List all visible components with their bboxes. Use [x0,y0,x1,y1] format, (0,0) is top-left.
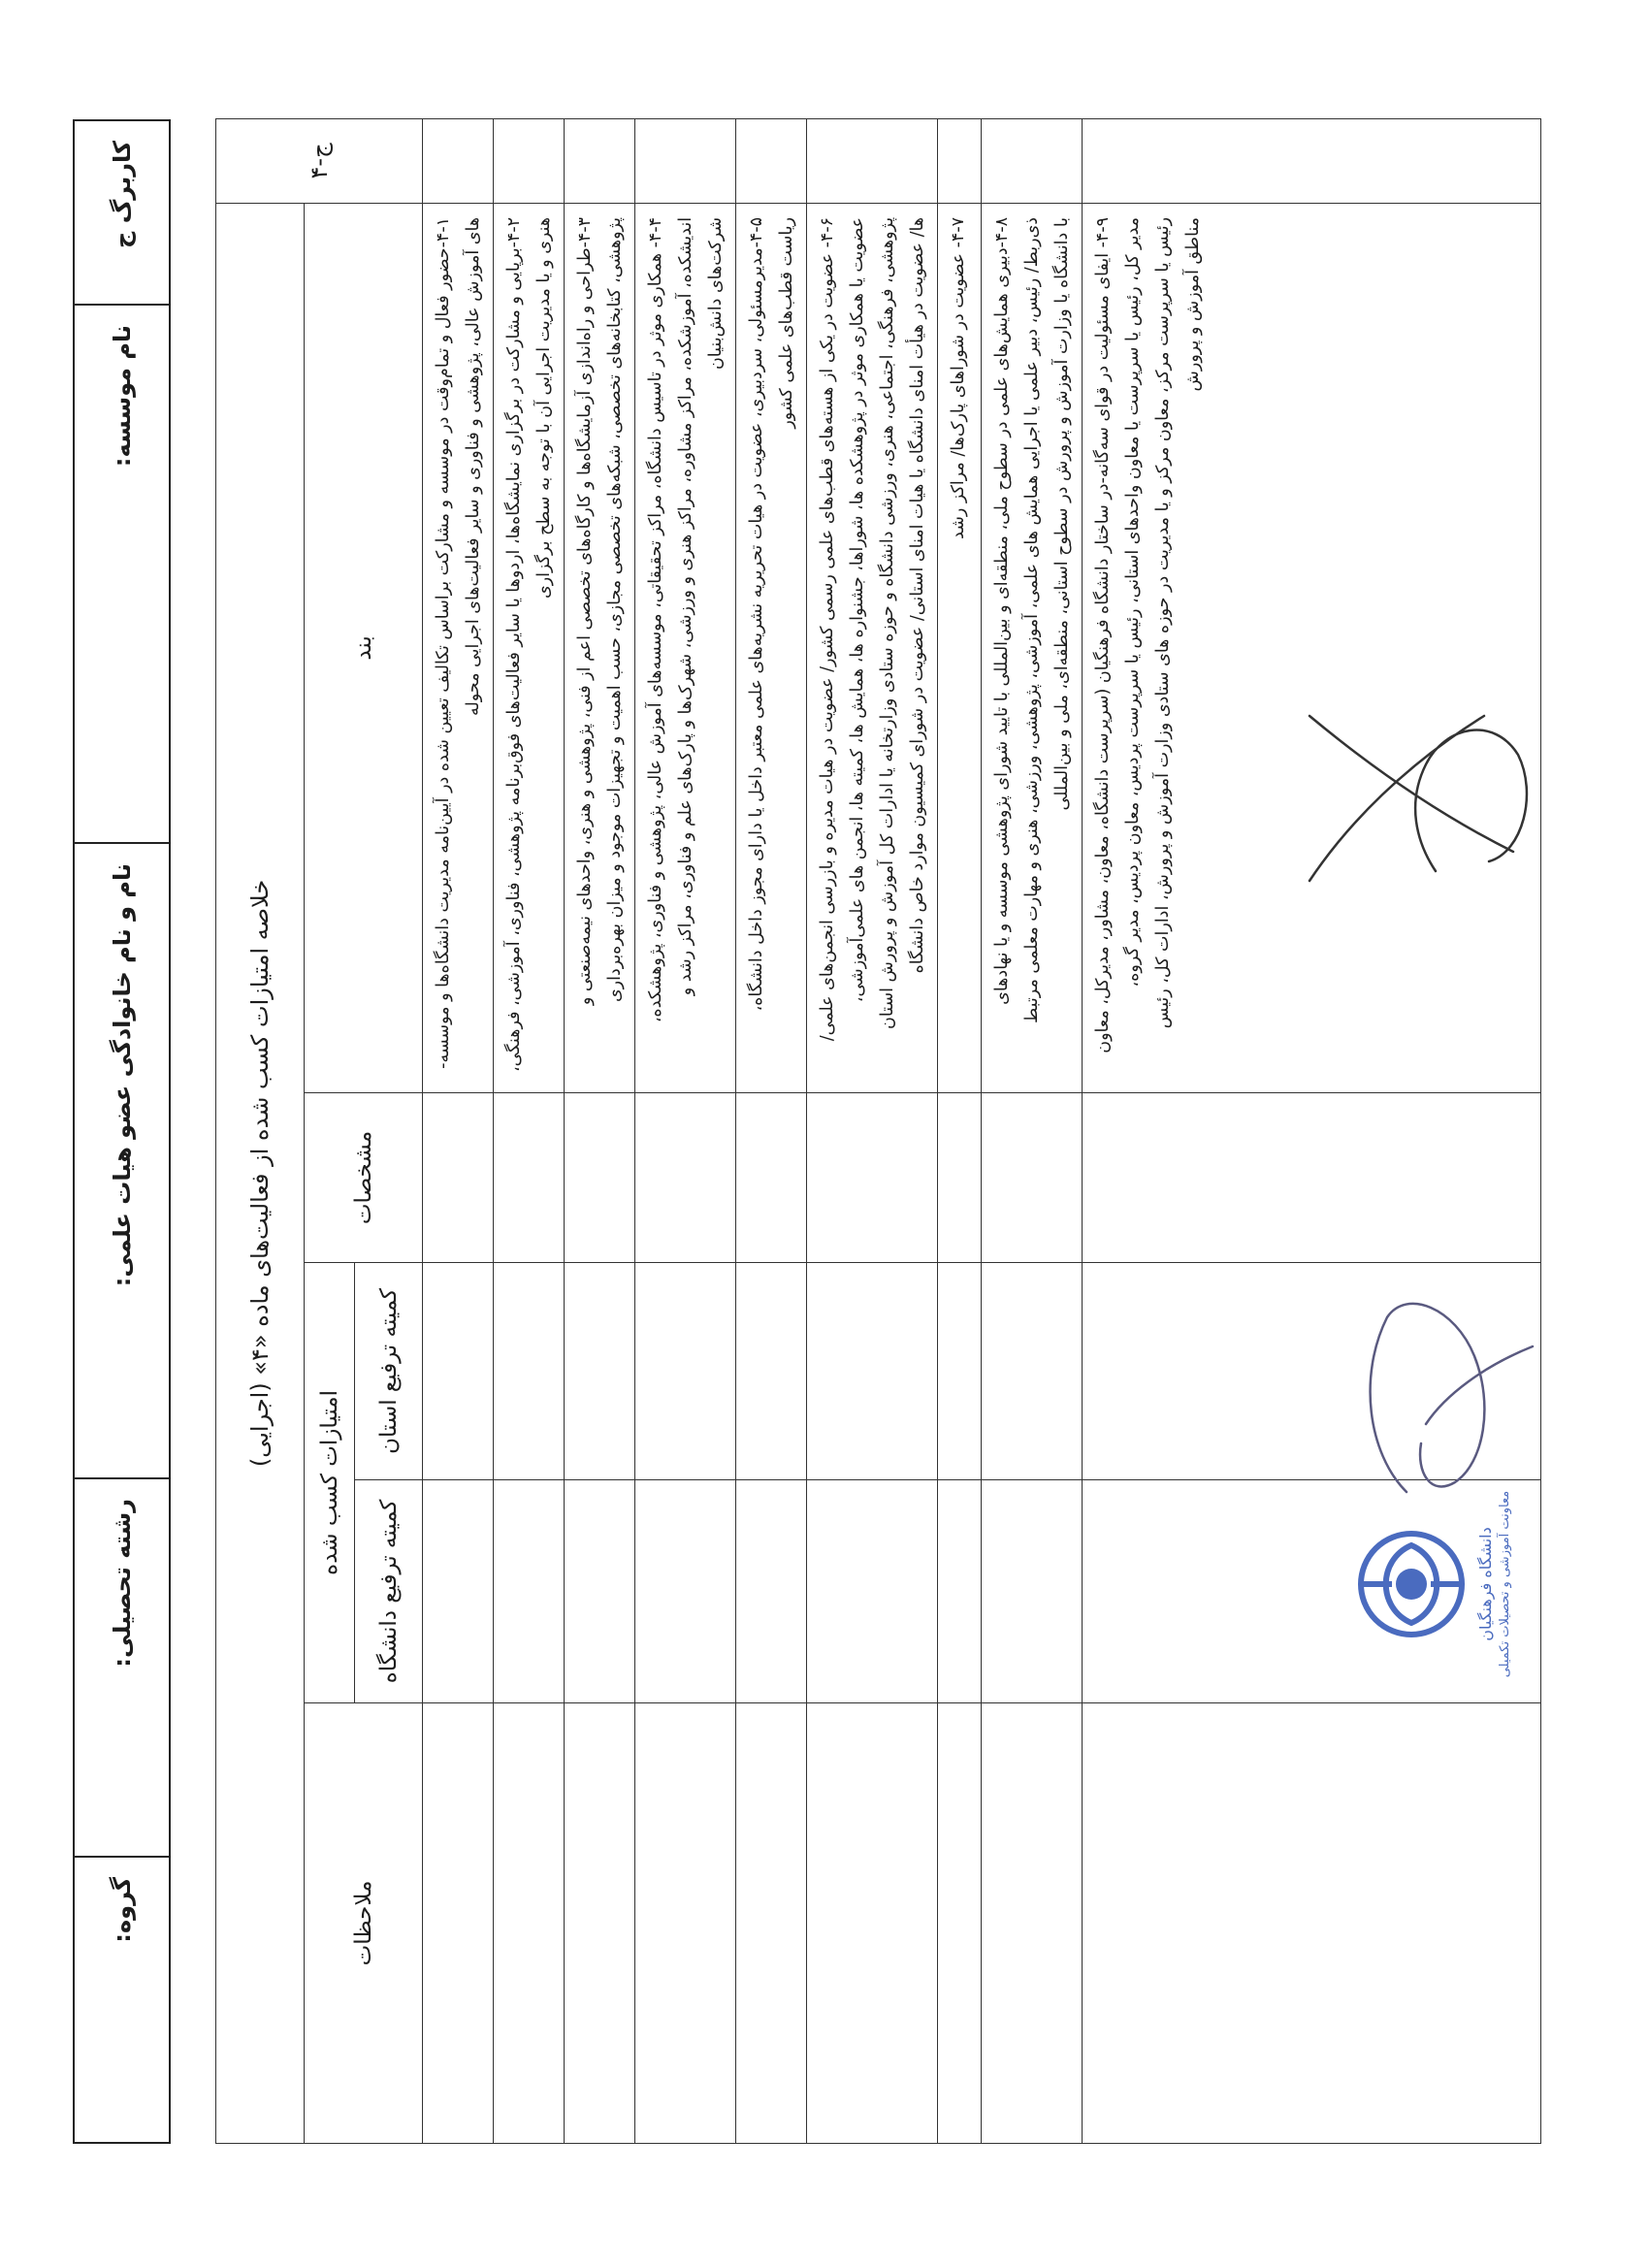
notes-cell [635,1702,736,2143]
row-code-cell [982,118,1083,203]
item-text-line: ۴-۵-مدیرمسئولی، سردبیری، عضویت در هیات تحریریه نشریه‌های علمی معتبر داخل یا دارای مجوز داخل دانشگاه، [747,216,766,1012]
item-text-line: هنری و یا مدیریت اجرایی آن با توجه به سطح برگزاری [534,216,554,599]
table-row [982,118,1083,2143]
item-text-line: اندیشکده، آموزشکده، مراکز مشاوره، مراکز هنری و ورزشی، شهرک‌ها و پارک‌های علم و فناوری، مراکز رشد و [676,216,695,996]
spec-cell [938,1092,982,1262]
item-text-line: با دانشگاه یا وزارت آموزش و پرورش در سطوح استانی، منطقه‌ای، ملی و بین‌المللی [1052,216,1072,811]
item-text-line: پژوهشی، کتابخانه‌های تخصصی، شبکه‌های تخصصی مجازی، حسب اهمیت و تجهیزات موجود و میزان بهره‌برداری [605,216,625,1003]
item-text-line: عضویت یا همکاری موثر در پژوهشکده ها، شوراها، جشنواره ها، همایش ها، کمیته ها، انجمن های علمی‌آموزشی، [848,216,867,1003]
item-text-cell [635,203,736,1092]
form-code: کاربرگ ج [108,141,136,248]
spec-cell [807,1092,938,1262]
notes-column-header: ملاحظات [305,1702,423,2143]
row-code-cell [807,118,938,203]
item-text-line: ۴-۴- همکاری موثر در تاسیس دانشگاه، مراکز تحقیقاتی، موسسه‌های آموزش عالی، پژوهشی و فناوری، پژوهشکده، [646,216,665,1023]
item-text-line: ذی‌ربط/ رئیس، دبیر علمی یا اجرایی همایش های علمی، آموزشی، پژوهشی، ورزشی، هنری و مهارت معلمی مرتبط [1022,216,1042,1023]
notes-cell [982,1702,1083,2143]
notes-cell [736,1702,807,2143]
table-row [938,118,982,2143]
spec-cell [423,1092,494,1262]
university-points-cell [736,1479,807,1702]
section-code: ج-۴ [306,143,333,179]
item-text-line: ۴-۳-طراحی و راه‌اندازی آزمایشگاه‌ها و کارگاه‌های تخصصی اعم از فنی، پژوهشی و هنری، واحدهای نیمه‌صنعتی و [575,216,595,1006]
university-committee-header: کمیته ترفیع دانشگاه [355,1479,423,1702]
spec-cell [736,1092,807,1262]
item-text-line: های آموزش عالی، پژوهشی و فناوری و سایر فعالیت‌های اجرایی محوله [464,216,483,716]
item-text-cell [807,203,938,1092]
points-summary-table [215,118,1541,2144]
institution-cell [75,306,169,844]
item-text-line: ۴-۲-برپایی و مشارکت در برگزاری نمایشگاه‌ها، اردوها یا سایر فعالیت‌های فوق‌برنامه پژوهشی، فناوری، آموزشی، فرهنگی، [504,216,524,1072]
province-points-cell [736,1262,807,1479]
item-text-line: ۴-۷- عضویت در شوراهای پارک‌ها/ مراکز رشد [949,216,968,539]
spec-cell [565,1092,635,1262]
item-text-cell [736,203,807,1092]
institution-label: نام موسسه: [108,325,136,468]
points-column-header: امتیازات کسب شده [305,1262,355,1702]
notes-cell [423,1702,494,2143]
item-text-cell [1083,203,1541,1092]
university-points-cell [982,1479,1083,1702]
table-row [494,118,565,2143]
university-points-cell [423,1479,494,1702]
university-logo-icon [1348,1521,1474,1647]
table-row [807,118,938,2143]
row-code-cell [938,118,982,203]
table-row [736,118,807,2143]
spec-cell [982,1092,1083,1262]
province-points-cell [807,1262,938,1479]
table-row [423,118,494,2143]
item-text-cell [982,203,1083,1092]
university-points-cell [494,1479,565,1702]
table-row [635,118,736,2143]
member-name-label: نام و نام خانوادگی عضو هیات علمی: [108,863,136,1287]
notes-cell [807,1702,938,2143]
row-code-cell [565,118,635,203]
stamp-text-1: دانشگاه فرهنگیان [1476,1527,1495,1641]
province-points-cell [635,1262,736,1479]
university-points-cell [807,1479,938,1702]
item-text-line: مدیر کل، رئیس یا سرپرست یا معاون واحدهای استانی، رئیس یا سرپرست پردیس، معاون پردیس، مدیر گروه، [1123,216,1143,988]
field-label: رشته تحصیلی: [108,1499,136,1668]
province-points-cell [982,1262,1083,1479]
notes-cell [565,1702,635,2143]
form-code-cell [75,121,169,306]
notes-cell [938,1702,982,2143]
item-column-header: بند [305,203,423,1092]
province-points-cell [938,1262,982,1479]
university-points-cell [938,1479,982,1702]
item-text-line: شرکت‌های دانش‌بنیان [706,216,726,371]
notes-cell [1083,1702,1541,2143]
province-committee-header: کمیته ترفیع استان [355,1262,423,1479]
table-row [565,118,635,2143]
item-text-line: ۴-۹- ایفای مسئولیت در قوای سه‌گانه-در ساختار دانشگاه فرهنگیان (سرپرست دانشگاه، معاون، مشاور، مدیرکل، معاون [1093,216,1113,1053]
province-points-cell [565,1262,635,1479]
university-points-cell [565,1479,635,1702]
row-code-cell [494,118,565,203]
member-name-cell [75,844,169,1479]
university-stamp [1348,1463,1523,1705]
spec-cell [635,1092,736,1262]
item-text-line: ۴-۸-دبیری همایش‌های علمی در سطوح ملی، منطقه‌ای و بین‌المللی با تایید شورای پژوهشی موسسه و یا نهادهای [992,216,1012,1005]
item-text-line: ۴-۶- عضویت در یکی از هسته‌های قطب‌های علمی رسمی کشور/ عضویت در هیات مدیره و بازرسی انجمن‌های علمی/ [818,216,837,1042]
field-cell [75,1479,169,1858]
row-code-cell [736,118,807,203]
item-text-cell [565,203,635,1092]
item-text-line: مناطق آموزش و پرورش [1183,216,1203,392]
item-text-line: ها/ عضویت در هیأت امنای دانشگاه یا هیات امنای استانی/ عضویت در شورای کمیسیون موارد خاص دانشگاه [908,216,927,974]
item-text-line: پژوهشی، فرهنگی، اجتماعی، هنری، ورزشی دانشگاه و حوزه ستادی وزارتخانه یا ادارات کل آموزش و پرورش استان [878,216,897,1029]
spec-cell [1083,1092,1541,1262]
item-text-line: رئیس یا سرپرست مرکز، معاون مرکز و یا مدیریت در حوزه های ستادی وزارت آموزش و پرورش، ادارات کل، رئیس [1153,216,1173,1029]
form-header-strip [73,119,171,2144]
row-code-cell [635,118,736,203]
row-code-cell [1083,118,1541,203]
item-text-line: ۴-۱-حضور فعال و تمام‌وقت در موسسه و مشارکت براساس تکالیف تعیین شده در آیین‌نامه مدیریت دانشگاه‌ها و موسسه- [434,216,453,1069]
group-label: گروه: [108,1877,136,1943]
handwritten-initials-mark [1290,677,1542,910]
item-text-line: ریاست قطب‌های علمی کشور [777,216,796,429]
row-code-cell [423,118,494,203]
province-points-cell [423,1262,494,1479]
university-points-cell [635,1479,736,1702]
item-text-cell [423,203,494,1092]
item-text-cell [938,203,982,1092]
stamp-text-2: معاونت آموزشی و تحصیلات تکمیلی [1498,1490,1512,1678]
section-code-cell [216,118,423,203]
table-row [1083,118,1541,2143]
spec-column-header: مشخصات [305,1092,423,1262]
group-cell [75,1858,169,2142]
spec-cell [494,1092,565,1262]
province-points-cell [494,1262,565,1479]
table-title: خلاصه امتیازات کسب شده از فعالیت‌های ماده «۴» (اجرایی) [216,203,305,2143]
notes-cell [494,1702,565,2143]
item-text-cell [494,203,565,1092]
